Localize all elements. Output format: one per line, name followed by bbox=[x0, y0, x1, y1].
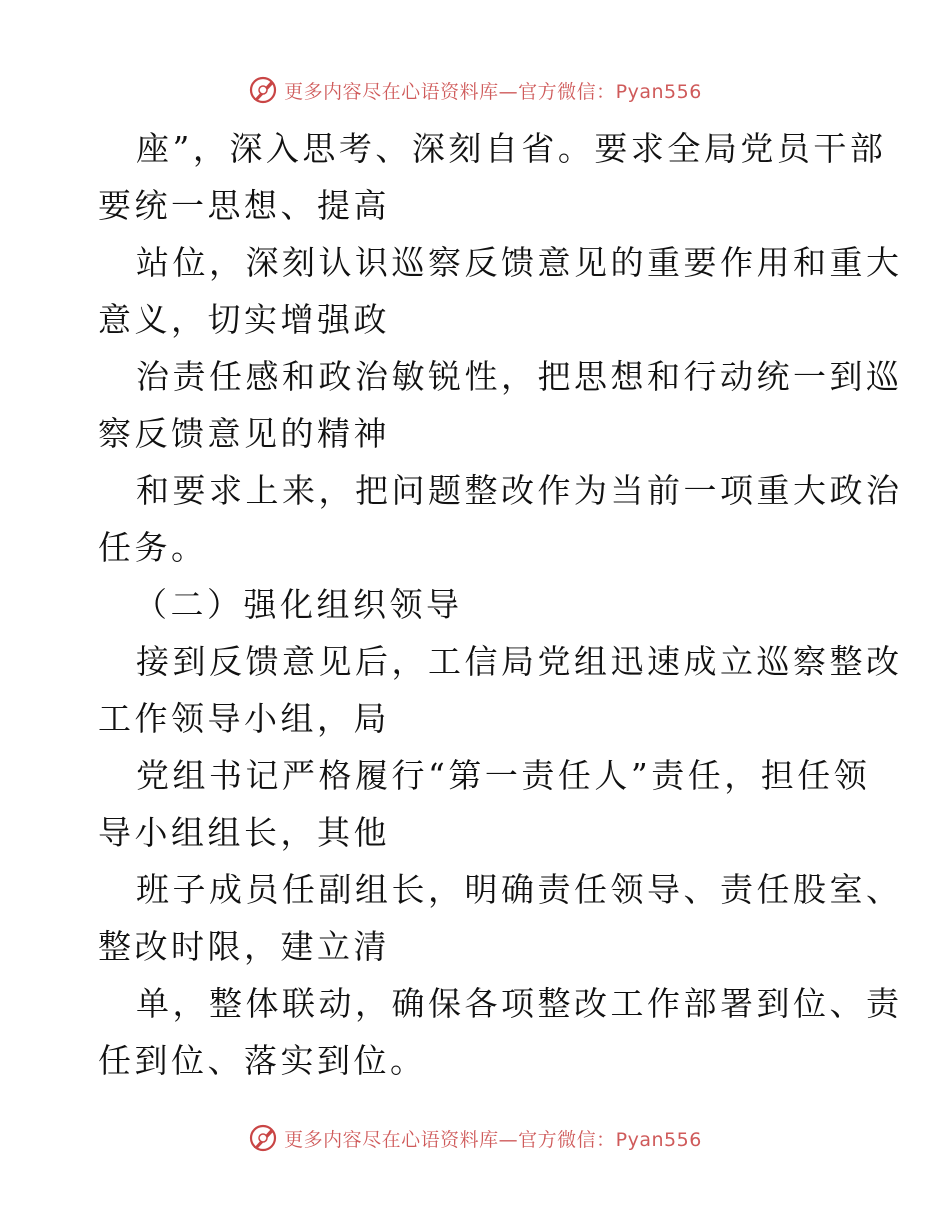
body-line: 和要求上来，把问题整改作为当前一项重大政治 bbox=[136, 471, 903, 510]
body-line: 接到反馈意见后，工信局党组迅速成立巡察整改 bbox=[136, 642, 903, 681]
body-line: 座”，深入思考、深刻自省。要求全局党员干部 bbox=[136, 129, 887, 168]
body-line: 导小组组长，其他 bbox=[98, 813, 390, 852]
body-line: 要统一思想、提高 bbox=[98, 186, 390, 225]
body-line: 察反馈意见的精神 bbox=[98, 414, 390, 453]
header-watermark-text: 更多内容尽在心语资料库—官方微信：Pyan556 bbox=[284, 80, 702, 103]
body-line: 站位，深刻认识巡察反馈意见的重要作用和重大 bbox=[136, 243, 903, 282]
section-heading: （二）强化组织领导 bbox=[134, 585, 463, 624]
footer-watermark bbox=[0, 1118, 950, 1158]
body-line: 党组书记严格履行“第一责任人”责任，担任领 bbox=[136, 756, 871, 795]
body-line: 整改时限，建立清 bbox=[98, 927, 390, 966]
quill-logo-icon bbox=[248, 75, 278, 105]
body-line: 意义，切实增强政 bbox=[98, 300, 390, 339]
body-line: 任到位、落实到位。 bbox=[98, 1041, 427, 1080]
body-line: 任务。 bbox=[98, 528, 208, 567]
footer-watermark-text: 更多内容尽在心语资料库—官方微信：Pyan556 bbox=[284, 1128, 702, 1151]
body-line: 治责任感和政治敏锐性，把思想和行动统一到巡 bbox=[136, 357, 903, 396]
document-body bbox=[98, 120, 903, 1089]
header-watermark bbox=[0, 70, 950, 110]
body-line: 单，整体联动，确保各项整改工作部署到位、责 bbox=[136, 984, 903, 1023]
body-line: 班子成员任副组长，明确责任领导、责任股室、 bbox=[136, 870, 903, 909]
quill-logo-icon bbox=[248, 1123, 278, 1153]
body-line: 工作领导小组，局 bbox=[98, 699, 390, 738]
